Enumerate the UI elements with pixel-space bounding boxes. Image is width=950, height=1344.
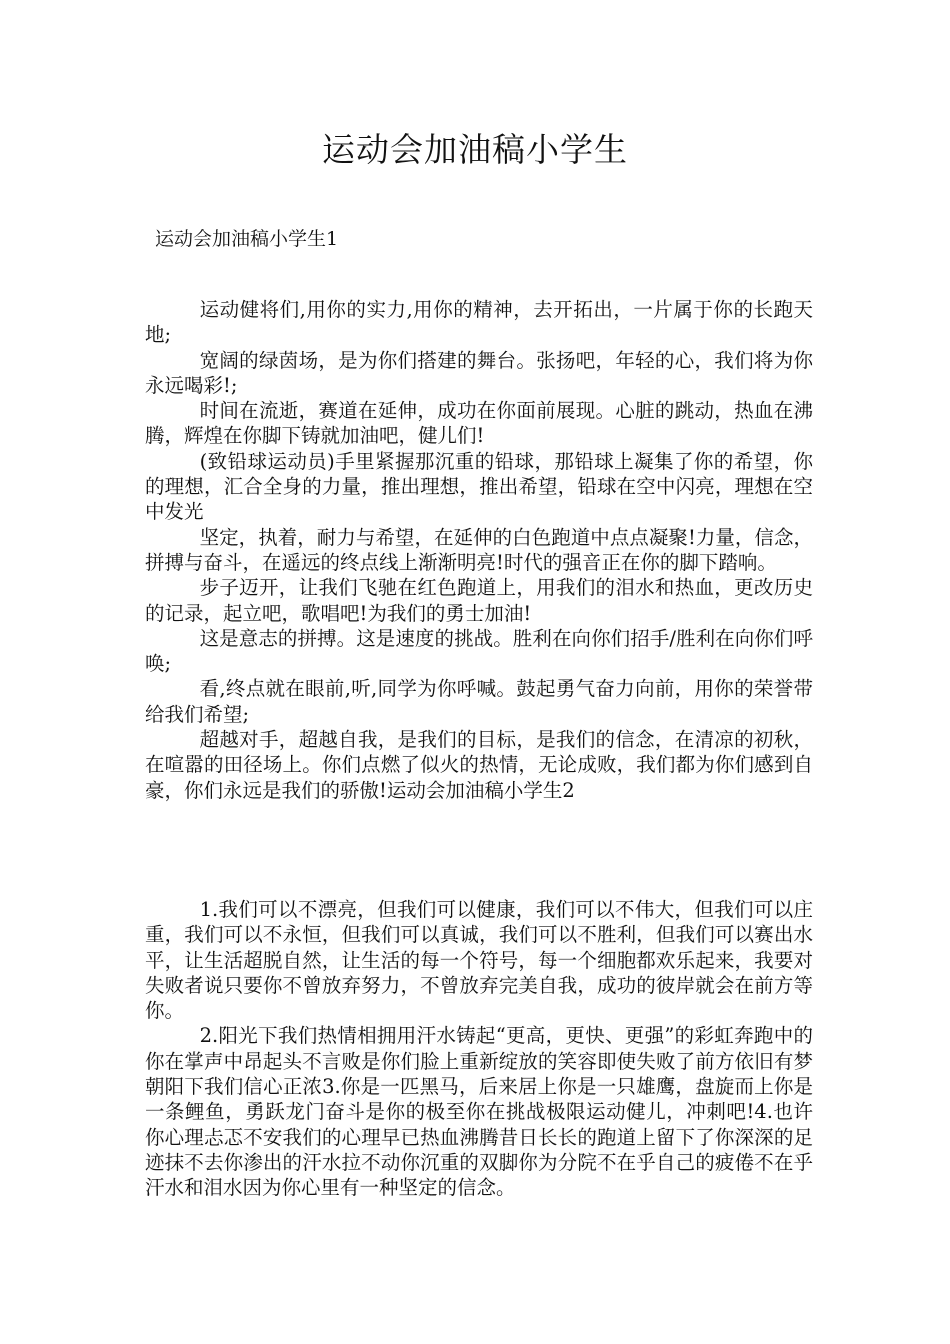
paragraph: 宽阔的绿茵场，是为你们搭建的舞台。张扬吧，年轻的心，我们将为你永远喝彩!; [145, 348, 813, 397]
paragraph: 步子迈开，让我们飞驰在红色跑道上，用我们的泪水和热血，更改历史的记录，起立吧，歌唱吧!为我们的勇士加油! [145, 576, 813, 625]
paragraph: 1.我们可以不漂亮，但我们可以健康，我们可以不伟大，但我们可以庄重，我们可以不永恒，但我们可以真诚，我们可以不胜利，但我们可以赛出水平，让生活超脱自然，让生活的每一个符号，每一个细胞都欢乐起来，我要对失败者说只要你不曾放弃努力，不曾放弃完美自我，成功的彼岸就会在前方等你。 [145, 898, 813, 1023]
document-title: 运动会加油稿小学生 [322, 130, 628, 169]
paragraph: 这是意志的拼搏。这是速度的挑战。胜利在向你们招手/胜利在向你们呼唤; [145, 626, 813, 676]
paragraph: 坚定，执着，耐力与希望，在延伸的白色跑道中点点凝聚!力量，信念，拼搏与奋斗，在遥远的终点线上渐渐明亮!时代的强音正在你的脚下踏响。 [145, 525, 813, 574]
paragraph: 看,终点就在眼前,听,同学为你呼喊。鼓起勇气奋力向前，用你的荣誉带给我们希望; [145, 677, 813, 726]
paragraph: 运动健将们,用你的实力,用你的精神，去开拓出，一片属于你的长跑天地; [145, 298, 813, 347]
paragraph: 时间在流逝，赛道在延伸，成功在你面前展现。心脏的跳动，热血在沸腾，辉煌在你脚下铸就加油吧，健儿们! [145, 399, 813, 448]
section-2-body [145, 897, 813, 1201]
section-1-heading: 运动会加油稿小学生1 [155, 228, 339, 250]
section-1-body [145, 297, 813, 803]
paragraph: (致铅球运动员)手里紧握那沉重的铅球，那铅球上凝集了你的希望，你的理想，汇合全身的力量，推出理想，推出希望，铅球在空中闪亮，理想在空中发光 [145, 449, 813, 524]
paragraph: 超越对手，超越自我，是我们的目标，是我们的信念，在清凉的初秋，在喧嚣的田径场上。你们点燃了似火的热情，无论成败，我们都为你们感到自豪，你们永远是我们的骄傲!运动会加油稿小学生2 [145, 728, 813, 802]
paragraph: 2.阳光下我们热情相拥用汗水铸起“更高，更快、更强”的彩虹奔跑中的你在掌声中昂起头不言败是你们脸上重新绽放的笑容即使失败了前方依旧有梦朝阳下我们信心正浓3.你是一匹黑马，后来居上你是一只雄鹰，盘旋而上你是一条鲤鱼，勇跃龙门奋斗是你的极至你在挑战极限运动健儿，冲刺吧!4.也许你心理忐忑不安我们的心理早已热血沸腾昔日长长的跑道上留下了你深深的足迹抹不去你渗出的汗水拉不动你沉重的双脚你为分院不在乎自己的疲倦不在乎汗水和泪水因为你心里有一种坚定的信念。 [145, 1024, 813, 1200]
